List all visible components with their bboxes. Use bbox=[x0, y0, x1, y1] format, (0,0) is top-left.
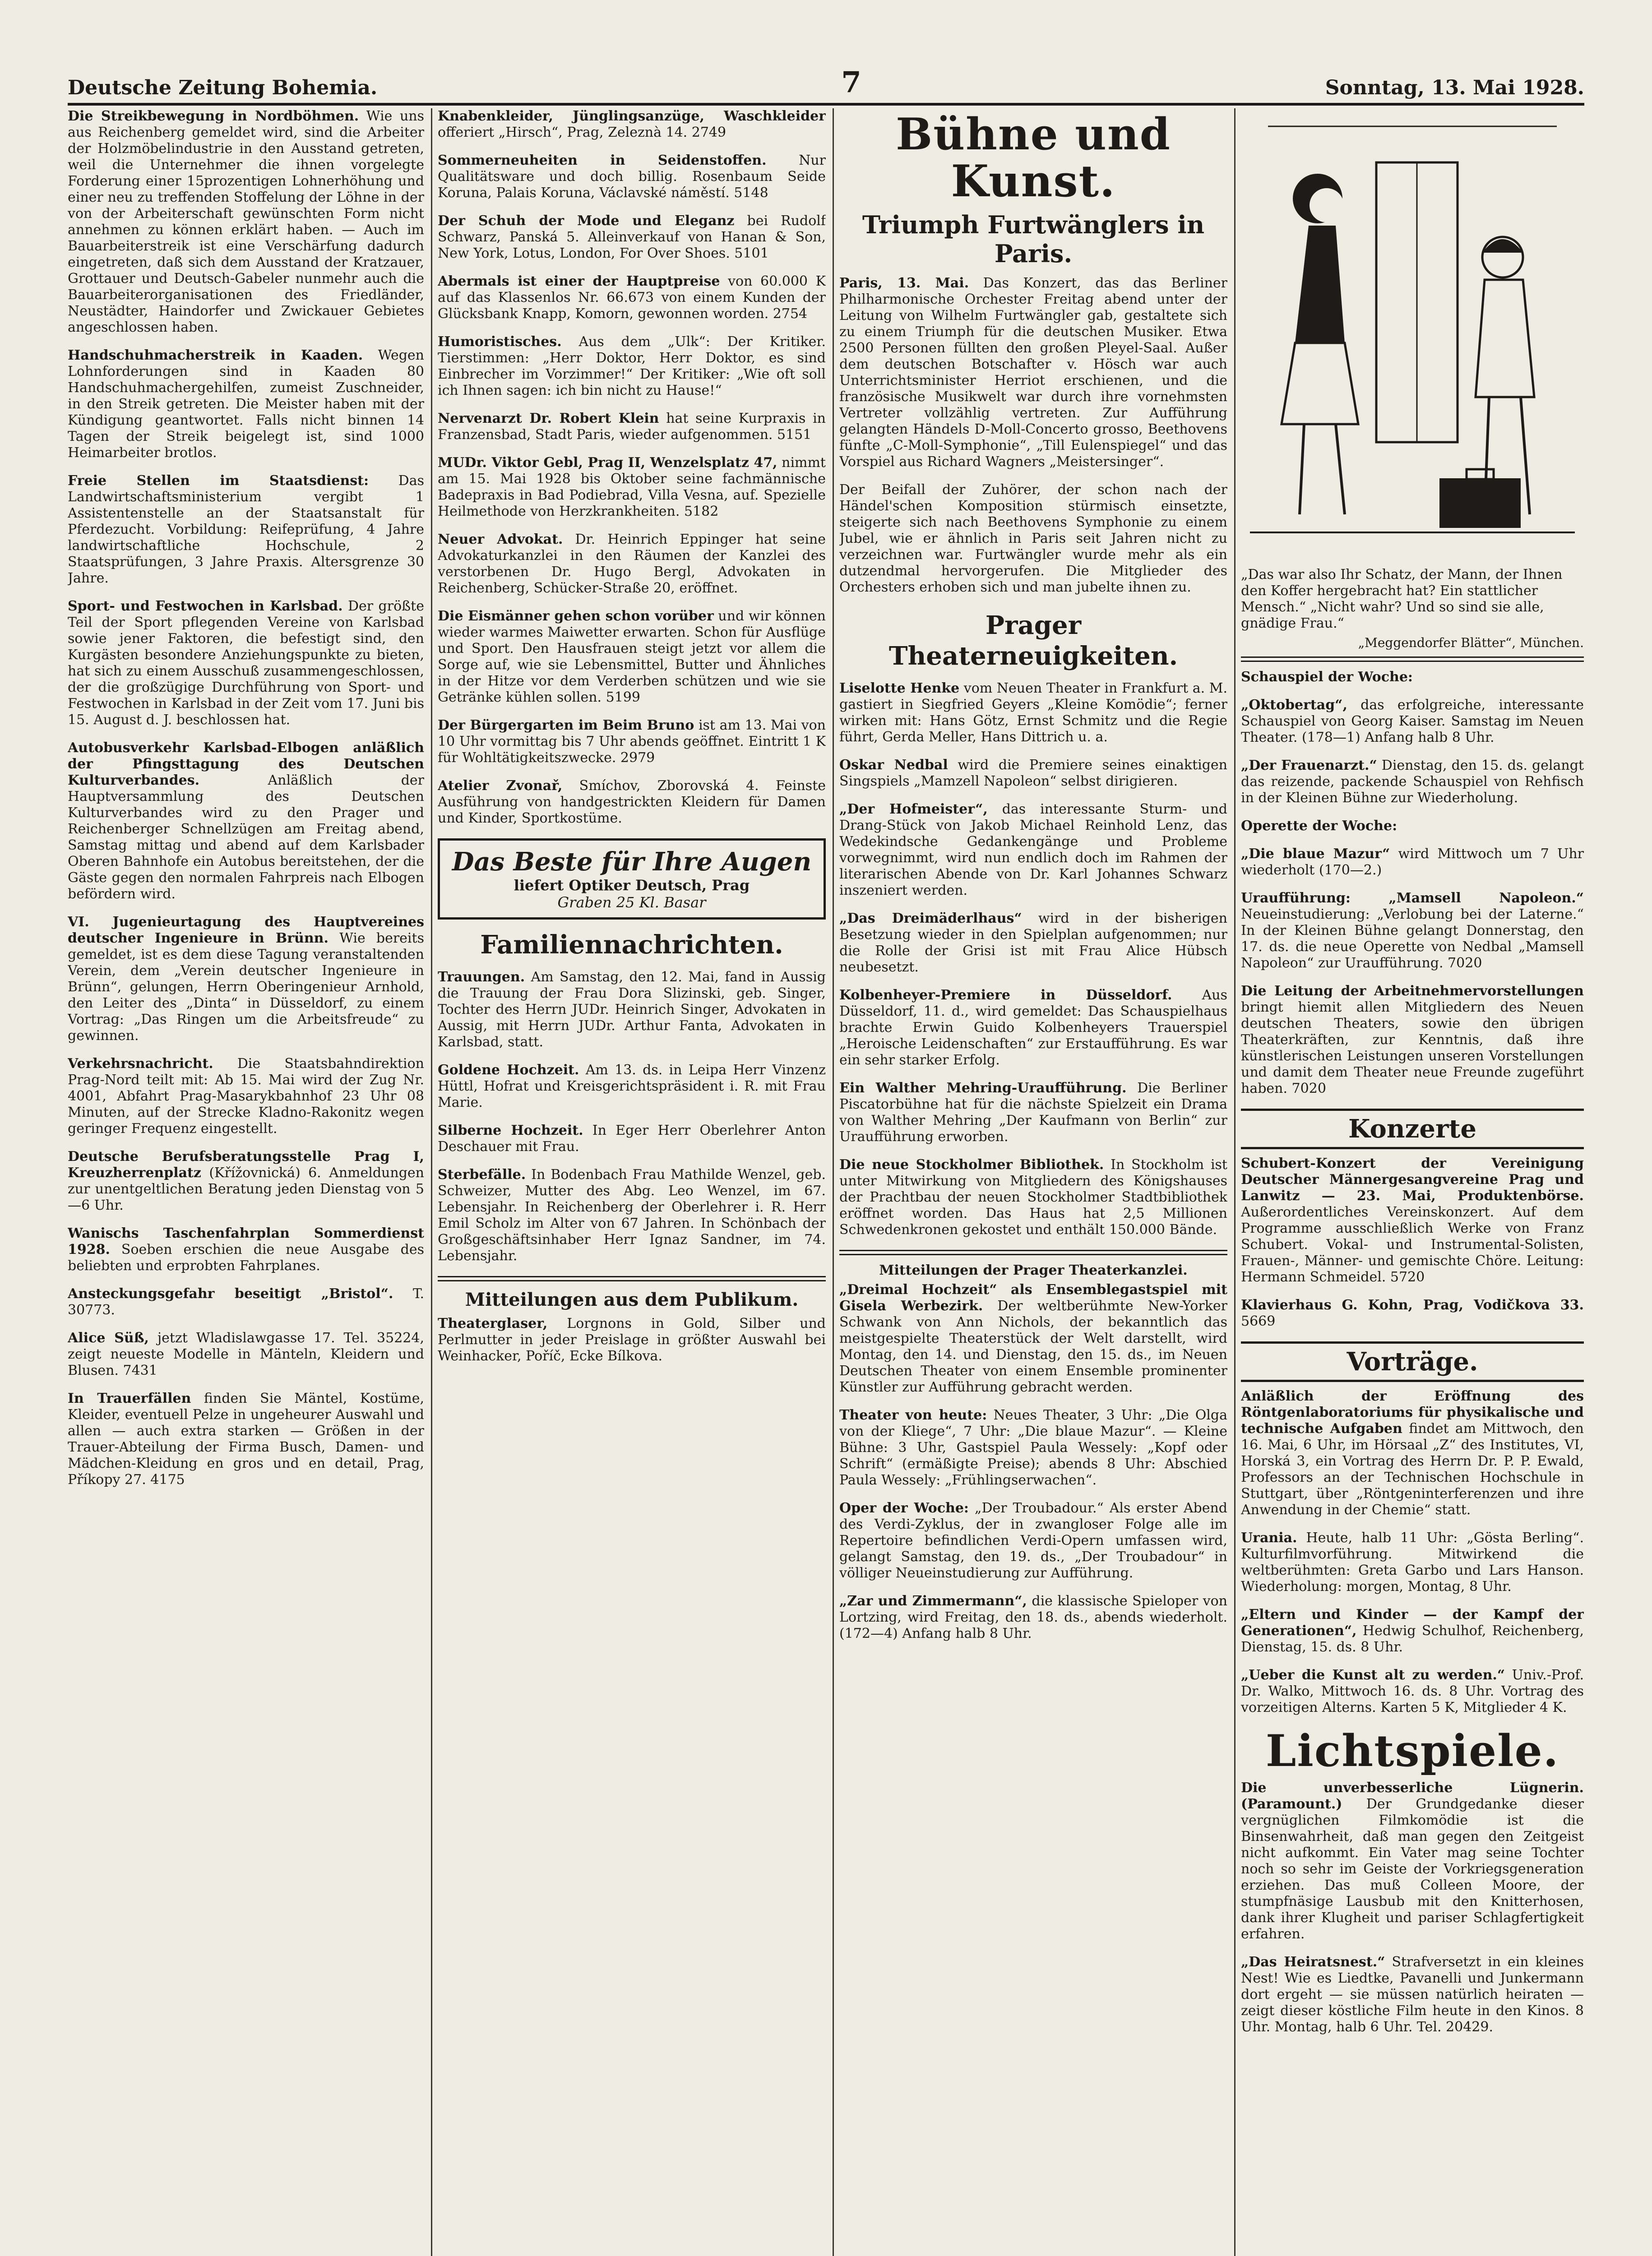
article bbox=[68, 1225, 424, 1274]
article bbox=[1241, 1954, 1584, 2035]
ad-address: Graben 25 Kl. Basar bbox=[557, 894, 706, 911]
article bbox=[68, 1149, 424, 1214]
concert-notices bbox=[1241, 1156, 1584, 1330]
article-lead: Theaterglaser, bbox=[438, 1316, 548, 1331]
cartoon-caption: „Das war also Ihr Schatz, der Mann, der Ihnen den Koffer hergebracht hat? Ein stattlicher Mensch.“ „Nicht wahr? Und so sind sie alle, gnädige Frau.“ bbox=[1241, 567, 1563, 631]
article bbox=[438, 969, 826, 1050]
article-text: offeriert „Hirsch“, Prag, Zeleznà 14. 2749 bbox=[438, 125, 727, 140]
article-lead: Anläßlich der Eröffnung des Röntgenlaboratoriums für physikalische und technische Aufgaben bbox=[1241, 1388, 1584, 1437]
article bbox=[68, 740, 424, 902]
lecture-notices bbox=[1241, 1388, 1584, 1716]
article-lead: Ansteckungsgefahr beseitigt „Bristol“. bbox=[68, 1286, 393, 1302]
theater-news bbox=[839, 680, 1227, 1238]
article-text: vom Neuen Theater in Frankfurt a. M. gastiert in Siegfried Geyers „Kleine Komödie“; ferner wirken mit: Hans Götz, Ernst Schmitz und die Regie führt, Gerda Meller, Hans Dittrich u. a. bbox=[839, 680, 1227, 745]
article-text: Der Beifall der Zuhörer, der schon nach der Händel'schen Komposition stürmisch einsetzte, steigerte sich nach Beethovens Symphonie zu einem Jubel, wie er ähnlich in Paris seit Jahren nicht zu verzeichnen war. Furtwängler wurde mehr als ein dutzendmal hervorgerufen. Die Mitglieder des Orchesters erhoben sich und man jubelte ihnen zu. bbox=[839, 482, 1227, 595]
article bbox=[1241, 1530, 1584, 1595]
article bbox=[438, 1316, 826, 1364]
article bbox=[839, 275, 1227, 470]
article-text: bringt hiemit allen Mitgliedern des Neuen deutschen Theaters, sowie den übrigen Theaterkräften, zur Kenntnis, daß ihre künstlerischen Leistungen unseren Vorstellungen und damit dem Theater neue Freunde zugeführt haben. 7020 bbox=[1241, 999, 1584, 1096]
article-lead: Paris, 13. Mai. bbox=[839, 275, 969, 291]
article-lead: Trauungen. bbox=[438, 969, 525, 985]
article-lead: Handschuhmacherstreik in Kaaden. bbox=[68, 347, 363, 363]
article-lead: Kolbenheyer-Premiere in Düsseldorf. bbox=[839, 987, 1172, 1003]
article bbox=[68, 1286, 424, 1318]
article-lead: Die Streikbewegung in Nordböhmen. bbox=[68, 108, 359, 124]
article-text: Heute, halb 11 Uhr: „Gösta Berling“. Kulturfilmvorführung. Mitwirkend die weltberühmten: Greta Garbo und Lars Hanson. Wiederholung: morgen, Montag, 8 Uhr. bbox=[1241, 1530, 1584, 1595]
column-rule bbox=[1234, 108, 1236, 2256]
article bbox=[839, 482, 1227, 596]
article bbox=[438, 1167, 826, 1264]
article-lead: Die neue Stockholmer Bibliothek. bbox=[839, 1157, 1104, 1173]
article-lead: Schubert-Konzert der Vereinigung Deutscher Männergesangvereine Prag und Lanwitz — 23. Mai, Produktenbörse. bbox=[1241, 1156, 1584, 1204]
column-2 bbox=[438, 108, 826, 2256]
article bbox=[68, 598, 424, 728]
article bbox=[1241, 983, 1584, 1097]
article bbox=[839, 1157, 1227, 1238]
article-lead: Sport- und Festwochen in Karlsbad. bbox=[68, 598, 343, 614]
column-rule bbox=[833, 108, 834, 2256]
article-lead: „Zar und Zimmermann“, bbox=[839, 1593, 1027, 1609]
article bbox=[438, 213, 826, 262]
col2-announcements bbox=[438, 108, 826, 827]
article-text: Nur Qualitätsware und doch billig. Rosenbaum Seide Koruna, Palais Koruna, Václavské náměstí. 5148 bbox=[438, 153, 826, 201]
section-divider bbox=[1241, 656, 1584, 662]
article bbox=[438, 1062, 826, 1111]
article-lead: Die Leitung der Arbeitnehmervorstellungen bbox=[1241, 983, 1584, 999]
article-text: das erfolgreiche, interessante Schauspiel von Georg Kaiser. Samstag im Neuen Theater. (178—1) Anfang halb 8 Uhr. bbox=[1241, 697, 1584, 745]
article-text: Das Landwirtschaftsministerium vergibt 1 Assistentenstelle an der Staatsanstalt für Pferdezucht. Vorbildung: Reifeprüfung, 4 Jahre landwirtschaftliche Hochschule, 2 Staatsprüfungen, 3 Jahre Praxis. Altersgrenze 30 Jahre. bbox=[68, 473, 424, 586]
article-lead: MUDr. Viktor Gebl, Prag II, Wenzelsplatz 47, bbox=[438, 455, 777, 471]
article-text: Wie uns aus Reichenberg gemeldet wird, sind die Arbeiter der Holzmöbelindustrie in den Ausstand getreten, weil die Unternehmer die ihnen vorgelegte Forderung einer 15prozentigen Lohnerhöhung und einer neu zu treffenden Stoffelung der Löhne in der von der Arbeiterschaft gewünschten Form nicht annehmen zu können erklärt haben. — Auch im Bauarbeiterstreik ist eine Verschärfung dadurch eingetreten, daß sich dem Ausstand der Kratzauer, Grottauer und Deutsch-Gabeler nunmehr auch die Bauarbeiterorganisationen des Friedländer, Neustädter, Haindorfer und Zwickauer Gebietes angeschlossen haben. bbox=[68, 108, 424, 335]
article-lead: Atelier Zvonař, bbox=[438, 778, 563, 794]
article-text: 5669 bbox=[1241, 1313, 1276, 1329]
ad-line: liefert Optiker Deutsch, Prag bbox=[514, 877, 750, 894]
article-text: Der größte Teil der Sport pflegenden Vereine von Karlsbad sowie jener Faktoren, die befestigt sind, den Kurgästen besondere Anziehungspunkte zu bieten, hat sich zu einem Ausschuß zusammengeschlossen, der die großzügige Durchführung von Sport- und Festwochen in Karlsbad in der Zeit vom 17. Juni bis 15. August d. J. beschlossen hat. bbox=[68, 598, 424, 728]
header-page-number: 7 bbox=[841, 65, 861, 99]
article-text: Die Staatsbahndirektion Prag-Nord teilt mit: Ab 15. Mai wird der Zug Nr. 4001, Abfahrt Prag-Masarykbahnhof 23 Uhr 08 Minuten, auf der Strecke Kladno-Rakonitz wegen geringer Frequenz eingestellt. bbox=[68, 1056, 424, 1137]
article-text: Univ.-Prof. Dr. Walko, Mittwoch 16. ds. 8 Uhr. Vortrag des vorzeitigen Alterns. Karten 5 K, Mitglieder 4 K. bbox=[1241, 1667, 1584, 1715]
article bbox=[68, 108, 424, 336]
article-text: Soeben erschien die neue Ausgabe des beliebten und erprobten Fahrplanes. bbox=[68, 1242, 424, 1274]
cinema-notices bbox=[1241, 1780, 1584, 2035]
article-lead: Die Eismänner gehen schon vorüber bbox=[438, 608, 714, 624]
article-text: nimmt am 15. Mai 1928 bis Oktober seine fachmännische Badepraxis in Bad Podiebrad, Villa Vesna, auf. Spezielle Heilmethode von Herzkrankheiten. 5182 bbox=[438, 455, 826, 519]
article-lead: Humoristisches. bbox=[438, 334, 562, 350]
article-text: bei Rudolf Schwarz, Panská 5. Alleinverkauf von Hanan & Son, New York, Lotus, London, For Over Shoes. 5101 bbox=[438, 213, 826, 261]
concerts-heading: Konzerte bbox=[1241, 1109, 1584, 1149]
column-3 bbox=[839, 108, 1227, 2256]
column-1 bbox=[68, 108, 424, 2256]
article-text: Der weltberühmte New-Yorker Schwank von Ann Nichols, der bekanntlich das meistgespielte Theaterstück der Welt darstellt, wird Montag, den 14. und Dienstag, den 15. ds., im Neuen Deutschen Theater von einem Ensemble prominenter Künstler zur Aufführung gebracht werden. bbox=[839, 1298, 1227, 1395]
article-lead: Silberne Hochzeit. bbox=[438, 1123, 583, 1138]
article-lead: Nervenarzt Dr. Robert Klein bbox=[438, 411, 659, 426]
article bbox=[68, 1391, 424, 1488]
cartoon-illustration bbox=[1241, 108, 1584, 559]
article bbox=[1241, 846, 1584, 878]
article-text: Strafversetzt in ein kleines Nest! Wie es Liedtke, Pavanelli und Junkermann dort ergeht — sie müssen natürlich heiraten — zeigt dieser köstliche Film heute in den Kinos. 8 Uhr. Montag, halb 6 Uhr. Tel. 20429. bbox=[1241, 1954, 1584, 2035]
article bbox=[839, 1282, 1227, 1396]
optiker-advertisement bbox=[438, 838, 826, 920]
article-lead: „Oktobertag“, bbox=[1241, 697, 1347, 713]
header-date: Sonntag, 13. Mai 1928. bbox=[1325, 76, 1584, 99]
article-text: die klassische Spieloper von Lortzing, wird Freitag, den 18. ds., abends wiederholt. (172—4) Anfang halb 8 Uhr. bbox=[839, 1593, 1227, 1641]
article-lead: Klavierhaus G. Kohn, Prag, Vodičkova 33. bbox=[1241, 1297, 1584, 1313]
article-lead: „Ueber die Kunst alt zu werden.“ bbox=[1241, 1667, 1505, 1683]
article bbox=[1241, 818, 1584, 834]
article bbox=[438, 108, 826, 141]
article-lead: Autobusverkehr Karlsbad-Elbogen anläßlich der Pfingsttagung des Deutschen Kulturverbandes. bbox=[68, 740, 424, 788]
column-rule bbox=[431, 108, 432, 2256]
article-text: Hedwig Schulhof, Reichenberg, Dienstag, 15. ds. 8 Uhr. bbox=[1241, 1623, 1584, 1655]
article bbox=[839, 801, 1227, 899]
article bbox=[438, 778, 826, 827]
headline-furtwaengler: Triumph Furtwänglers in Paris. bbox=[862, 210, 1205, 268]
article bbox=[839, 987, 1227, 1068]
article-lead: Ein Walther Mehring-Uraufführung. bbox=[839, 1080, 1127, 1096]
article bbox=[68, 347, 424, 461]
article-text: Neueinstudierung: „Verlobung bei der Laterne.“ In der Kleinen Bühne gelangt Donnerstag, den 17. ds. die neue Operette von Nedbal „Mamsell Napoleon“ zur Uraufführung. 7020 bbox=[1241, 906, 1584, 971]
article-text: und wir können wieder warmes Maiwetter erwarten. Schon für Ausflüge und Sport. Den Hausfrauen steigt jetzt vor allem die Sorge auf, wie sie Lebensmittel, Butter und Ähnliches in der Hitze vor dem Verderben schützen und wie sie Getränke kühlen sollen. 5199 bbox=[438, 608, 826, 705]
article bbox=[839, 1407, 1227, 1489]
section-title-buehne: Bühne und Kunst. bbox=[896, 109, 1171, 207]
article bbox=[1241, 697, 1584, 746]
cinema-heading: Lichtspiele. bbox=[1265, 1725, 1559, 1776]
cartoon-credit: „Meggendorfer Blätter“, München. bbox=[1358, 635, 1584, 650]
article-text: Aus dem „Ulk“: Der Kritiker. Tierstimmen: „Herr Doktor, Herr Doktor, es sind Einbrecher im Vorzimmer!“ Der Kritiker: „Wie oft soll ich Ihnen sagen: ich bin nicht zu Hause!“ bbox=[438, 334, 826, 398]
article-text: wird die Premiere seines einaktigen Singspiels „Mamzell Napoleon“ selbst dirigieren. bbox=[839, 757, 1227, 789]
article-lead: Schauspiel der Woche: bbox=[1241, 669, 1413, 685]
article-text: „Der Troubadour.“ Als erster Abend des Verdi-Zyklus, der in zwangloser Folge alle im Repertoire befindlichen Verdi-Opern umfassen wird, gelangt Samstag, den 19. ds., „Der Troubadour“ in völliger Neueinstudierung zur Aufführung. bbox=[839, 1500, 1227, 1581]
family-news bbox=[438, 969, 826, 1264]
article-lead: Neuer Advokat. bbox=[438, 532, 563, 547]
article bbox=[839, 757, 1227, 790]
article-text: In Eger Herr Oberlehrer Anton Deschauer mit Frau. bbox=[438, 1123, 826, 1155]
header-paper-name: Deutsche Zeitung Bohemia. bbox=[68, 76, 378, 99]
article-text: Anläßlich der Hauptversammlung des Deutschen Kulturverbandes wird zu den Prager und Reichenberger Schnellzügen am Freitag abend, Samstag mittag und abend auf dem Karlsbader Oberen Bahnhofe ein Autobus bereitstehen, der die Gäste gegen den normalen Fahrpreis nach Elbogen befördern wird. bbox=[68, 772, 424, 902]
article bbox=[1241, 669, 1584, 685]
article bbox=[1241, 1156, 1584, 1285]
article bbox=[1241, 1607, 1584, 1655]
article-text: Wegen Lohnforderungen sind in Kaaden 80 Handschuhmachergehilfen, zumeist Zuschneider, in den Streik getreten. Die Meister haben mit der Kündigung geantwortet. Falls nicht binnen 14 Tagen der Streik beigelegt ist, sind 1000 Heimarbeiter brotlos. bbox=[68, 347, 424, 461]
article bbox=[68, 1330, 424, 1379]
article-text: findet am Mittwoch, den 16. Mai, 6 Uhr, im Hörsaal „Z“ des Institutes, VI, Horská 3, ein Vortrag des Herrn Dr. P. P. Ewald, Professors an der Technischen Hochschule in Stuttgart, über „Röntgeninterferenzen und ihre Anwendung in der Chemie“ statt. bbox=[1241, 1421, 1584, 1518]
article-lead: Die unverbesserliche Lügnerin. (Paramount.) bbox=[1241, 1780, 1584, 1812]
play-notices bbox=[1241, 669, 1584, 1097]
article-lead: Liselotte Henke bbox=[839, 680, 960, 696]
article bbox=[1241, 758, 1584, 806]
article bbox=[438, 1123, 826, 1155]
article-lead: Uraufführung: „Mamsell Napoleon.“ bbox=[1241, 890, 1584, 906]
article bbox=[68, 914, 424, 1044]
article-lead: Verkehrsnachricht. bbox=[68, 1056, 213, 1072]
article bbox=[438, 455, 826, 520]
article bbox=[438, 411, 826, 443]
article-text: ist am 13. Mai von 10 Uhr vormittag bis 7 Uhr abends geöffnet. Eintritt 1 K für Wohltätigkeitszwecke. 2979 bbox=[438, 717, 826, 766]
article-text: T. 30773. bbox=[68, 1286, 424, 1318]
article bbox=[1241, 1667, 1584, 1716]
article bbox=[839, 1080, 1227, 1145]
article-text: Die Berliner Piscatorbühne hat für die nächste Spielzeit ein Drama von Walther Mehring „Der Kaufmann von Berlin“ zur Uraufführung erworben. bbox=[839, 1080, 1227, 1145]
article-text: wird Mittwoch um 7 Uhr wiederholt (170—2.) bbox=[1241, 846, 1584, 878]
article-lead: Theater von heute: bbox=[839, 1407, 987, 1423]
article bbox=[438, 717, 826, 766]
article-lead: Deutsche Berufsberatungsstelle Prag I, Kreuzherrenplatz bbox=[68, 1149, 424, 1181]
article-lead: Oskar Nedbal bbox=[839, 757, 948, 773]
article bbox=[68, 473, 424, 587]
article-lead: „Eltern und Kinder — der Kampf der Generationen“, bbox=[1241, 1607, 1584, 1639]
article-text: In Bodenbach Frau Mathilde Wenzel, geb. Schweizer, Mutter des Abg. Leo Wenzel, im 67. Lebensjahr. In Reichenberg der Oberlehrer i. R. Herr Emil Scholz im Alter von 67 Jahren. In Schönbach der Großgeschäftsinhaber Herr Ignaz Sandner, im 74. Lebensjahr. bbox=[438, 1167, 826, 1264]
theater-office-heading: Mitteilungen der Prager Theaterkanzlei. bbox=[879, 1262, 1188, 1278]
article-lead: Urania. bbox=[1241, 1530, 1297, 1546]
theater-news-heading: Prager Theaterneuigkeiten. bbox=[888, 610, 1178, 671]
article-text: Wie bereits gemeldet, ist es dem diese Tagung veranstaltenden Verein, dem „Verein deutscher Ingenieure in Brünn“, gelungen, Herrn Oberingenieur Arnhold, den Leiter des „Dinta“ in Düsseldorf, zu einem Vortrag: „Das Ringen um die Arbeitsfreude“ zu gewinnen. bbox=[68, 930, 424, 1044]
column-4 bbox=[1241, 108, 1584, 2256]
furtwaengler-article bbox=[839, 275, 1227, 596]
article-text: Neues Theater, 3 Uhr: „Die Olga von der Kliege“, 7 Uhr: „Die blaue Mazur“. — Kleine Bühne: 3 Uhr, Gastspiel Paula Wessely: „Kopf oder Schrift“ (ermäßigte Preise); abends 8 Uhr: Abschied Paula Wessely: „Frühlingserwachen“. bbox=[839, 1407, 1227, 1488]
article-lead: Freie Stellen im Staatsdienst: bbox=[68, 473, 369, 489]
article-lead: „Dreimal Hochzeit“ als Ensemblegastspiel mit Gisela Werbezirk. bbox=[839, 1282, 1227, 1314]
section-divider bbox=[839, 1250, 1227, 1255]
article-lead: Operette der Woche: bbox=[1241, 818, 1397, 834]
article bbox=[839, 680, 1227, 745]
article-lead: Wanischs Taschenfahrplan Sommerdienst 1928. bbox=[68, 1225, 424, 1257]
article-text: wird in der bisherigen Besetzung wieder in den Spielplan aufgenommen; nur die Rolle der Grisi ist mit Frau Alice Hübsch neubesetzt. bbox=[839, 911, 1227, 975]
article-text: (Křížovnická) 6. Anmeldungen zur unentgeltlichen Beratung jeden Dienstag von 5—6 Uhr. bbox=[68, 1165, 424, 1213]
article-lead: „Die blaue Mazur“ bbox=[1241, 846, 1390, 862]
article bbox=[438, 153, 826, 201]
article-text: jetzt Wladislawgasse 17. Tel. 35224, zeigt neueste Modelle in Mänteln, Kleidern und Blusen. 7431 bbox=[68, 1330, 424, 1378]
page-header bbox=[68, 65, 1584, 106]
article-text: das interessante Sturm- und Drang-Stück von Jakob Michael Reinhold Lenz, das Wedekindsche Gedankengänge und Probleme vorwegnimmt, wird nun endlich doch im Rahmen der literarischen Abende von Dr. Karl Johannes Schwarz inszeniert werden. bbox=[839, 801, 1227, 898]
article bbox=[438, 334, 826, 399]
article-text: Smíchov, Zborovská 4. Feinste Ausführung von handgestrickten Kleidern für Damen und Kinder, Sportkostüme. bbox=[438, 778, 826, 826]
family-news-heading: Familiennachrichten. bbox=[480, 930, 783, 960]
article-lead: Alice Süß, bbox=[68, 1330, 149, 1346]
article-text: finden Sie Mäntel, Kostüme, Kleider, eventuell Pelze in ungeheurer Auswahl und allen — auch extra starken — Größen in der Trauer-Abteilung der Firma Busch, Damen- und Mädchen-Kleidung en gros und en detail, Prag, Příkopy 27. 4175 bbox=[68, 1391, 424, 1488]
article-text: Am Samstag, den 12. Mai, fand in Aussig die Trauung der Frau Dora Slizinski, geb. Singer, Tochter des Herrn JUDr. Heinrich Singer, Advokaten in Aussig, mit Herrn JUDr. Arthur Fanta, Advokaten in Karlsbad, statt. bbox=[438, 969, 826, 1050]
article bbox=[438, 532, 826, 596]
theater-office-notices bbox=[839, 1282, 1227, 1642]
article-lead: „Der Hofmeister“, bbox=[839, 801, 988, 817]
col1-articles bbox=[68, 108, 424, 1488]
article-lead: Sterbefälle. bbox=[438, 1167, 526, 1183]
article-lead: Knabenkleider, Jünglingsanzüge, Waschkleider bbox=[438, 108, 826, 124]
article-lead: Der Schuh der Mode und Eleganz bbox=[438, 213, 735, 229]
article-lead: Oper der Woche: bbox=[839, 1500, 969, 1516]
article-lead: Abermals ist einer der Hauptpreise bbox=[438, 273, 720, 289]
ad-title: Das Beste für Ihre Augen bbox=[452, 847, 812, 877]
article-text: In Stockholm ist unter Mitwirkung von Mitgliedern des Königshauses der Prachtbau der neuen Stockholmer Stadtbibliothek eröffnet worden. Das Haus hat 2,5 Millionen Schwedenkronen gekostet und enthält 150.000 Bände. bbox=[839, 1157, 1227, 1238]
article-lead: In Trauerfällen bbox=[68, 1391, 191, 1406]
article-text: Am 13. ds. in Leipa Herr Vinzenz Hüttl, Hofrat und Kreisgerichtspräsident i. R. mit Frau Marie. bbox=[438, 1062, 826, 1110]
article-lead: Sommerneuheiten in Seidenstoffen. bbox=[438, 153, 767, 168]
article-lead: „Das Heiratsnest.“ bbox=[1241, 1954, 1385, 1970]
article bbox=[839, 1500, 1227, 1581]
article-lead: „Das Dreimäderlhaus“ bbox=[839, 911, 1022, 926]
article-text: Das Konzert, das das Berliner Philharmonische Orchester Freitag abend unter der Leitung von Wilhelm Furtwängler gab, gestaltete sich zu einem Triumph für die deutschen Musiker. Etwa 2500 Personen füllten den großen Pleyel-Saal. Außer dem deutschen Botschafter v. Hösch war auch Unterrichtsminister Herriot erschienen, und die französische Musikwelt war durch ihre vornehmsten Vertreter vollzählig vertreten. Zur Aufführung gelangten Händels D-Moll-Concerto grosso, Beethovens fünfte „C-Moll-Symphonie“, „Till Eulenspiegel“ und das Vorspiel aus Richard Wagners „Meistersinger“. bbox=[839, 275, 1227, 470]
section-divider bbox=[438, 1276, 826, 1281]
article bbox=[438, 273, 826, 322]
article-lead: VI. Jugenieurtagung des Hauptvereines deutscher Ingenieure in Brünn. bbox=[68, 914, 424, 946]
article-text: von 60.000 K auf das Klassenlos Nr. 66.673 von einem Kunden der Glücksbank Knapp, Komorn, gewonnen worden. 2754 bbox=[438, 273, 826, 322]
article-lead: Goldene Hochzeit. bbox=[438, 1062, 579, 1078]
article-text: Dienstag, den 15. ds. gelangt das reizende, packende Schauspiel von Rehfisch in der Kleinen Bühne zur Wiederholung. bbox=[1241, 758, 1584, 806]
article bbox=[68, 1056, 424, 1137]
article bbox=[438, 608, 826, 706]
article-text: Lorgnons in Gold, Silber und Perlmutter in jeder Preislage in größter Auswahl bei Weinhacker, Poříč, Ecke Bílkova. bbox=[438, 1316, 826, 1364]
public-notices-heading: Mitteilungen aus dem Publikum. bbox=[465, 1289, 799, 1310]
article bbox=[839, 1593, 1227, 1642]
article-text: Der Grundgedanke dieser vergnüglichen Filmkomödie ist die Binsenwahrheit, daß man gegen den Zeitgeist nicht aufkommt. Ein Vater mag seine Tochter noch so sehr im Geiste der Vorkriegsgeneration erziehen. Das muß Colleen Moore, der stumpfnäsige Lausbub mit den Knitterhosen, dank ihrer Klugheit und pariser Schlagfertigkeit erfahren. bbox=[1241, 1796, 1584, 1942]
article-text: hat seine Kurpraxis in Franzensbad, Stadt Paris, wieder aufgenommen. 5151 bbox=[438, 411, 826, 443]
article-text: Dr. Heinrich Eppinger hat seine Advokaturkanzlei in den Räumen der Kanzlei des verstorbenen Dr. Hugo Bergl, Advokaten in Reichenberg, Schücker-Straße 20, eröffnet. bbox=[438, 532, 826, 596]
article bbox=[1241, 890, 1584, 971]
lectures-heading: Vorträge. bbox=[1241, 1341, 1584, 1382]
article-lead: Der Bürgergarten im Beim Bruno bbox=[438, 717, 694, 733]
article bbox=[1241, 1388, 1584, 1518]
article bbox=[1241, 1780, 1584, 1942]
article bbox=[1241, 1297, 1584, 1330]
article-lead: „Der Frauenarzt.“ bbox=[1241, 758, 1377, 773]
article-text: Außerordentliches Vereinskonzert. Auf dem Programme ausschließlich Werke von Franz Schubert. Vokal- und Instrumental-Solisten, Frauen-, Männer- und gemischte Chöre. Leitung: Hermann Schmeidel. 5720 bbox=[1241, 1204, 1584, 1285]
public-notices bbox=[438, 1316, 826, 1364]
article-text: Aus Düsseldorf, 11. d., wird gemeldet: Das Schauspielhaus brachte Erwin Guido Kolbenheyers Trauerspiel „Heroische Leidenschaften“ zur Erstaufführung. Es war ein sehr starker Erfolg. bbox=[839, 987, 1227, 1068]
article bbox=[839, 911, 1227, 975]
